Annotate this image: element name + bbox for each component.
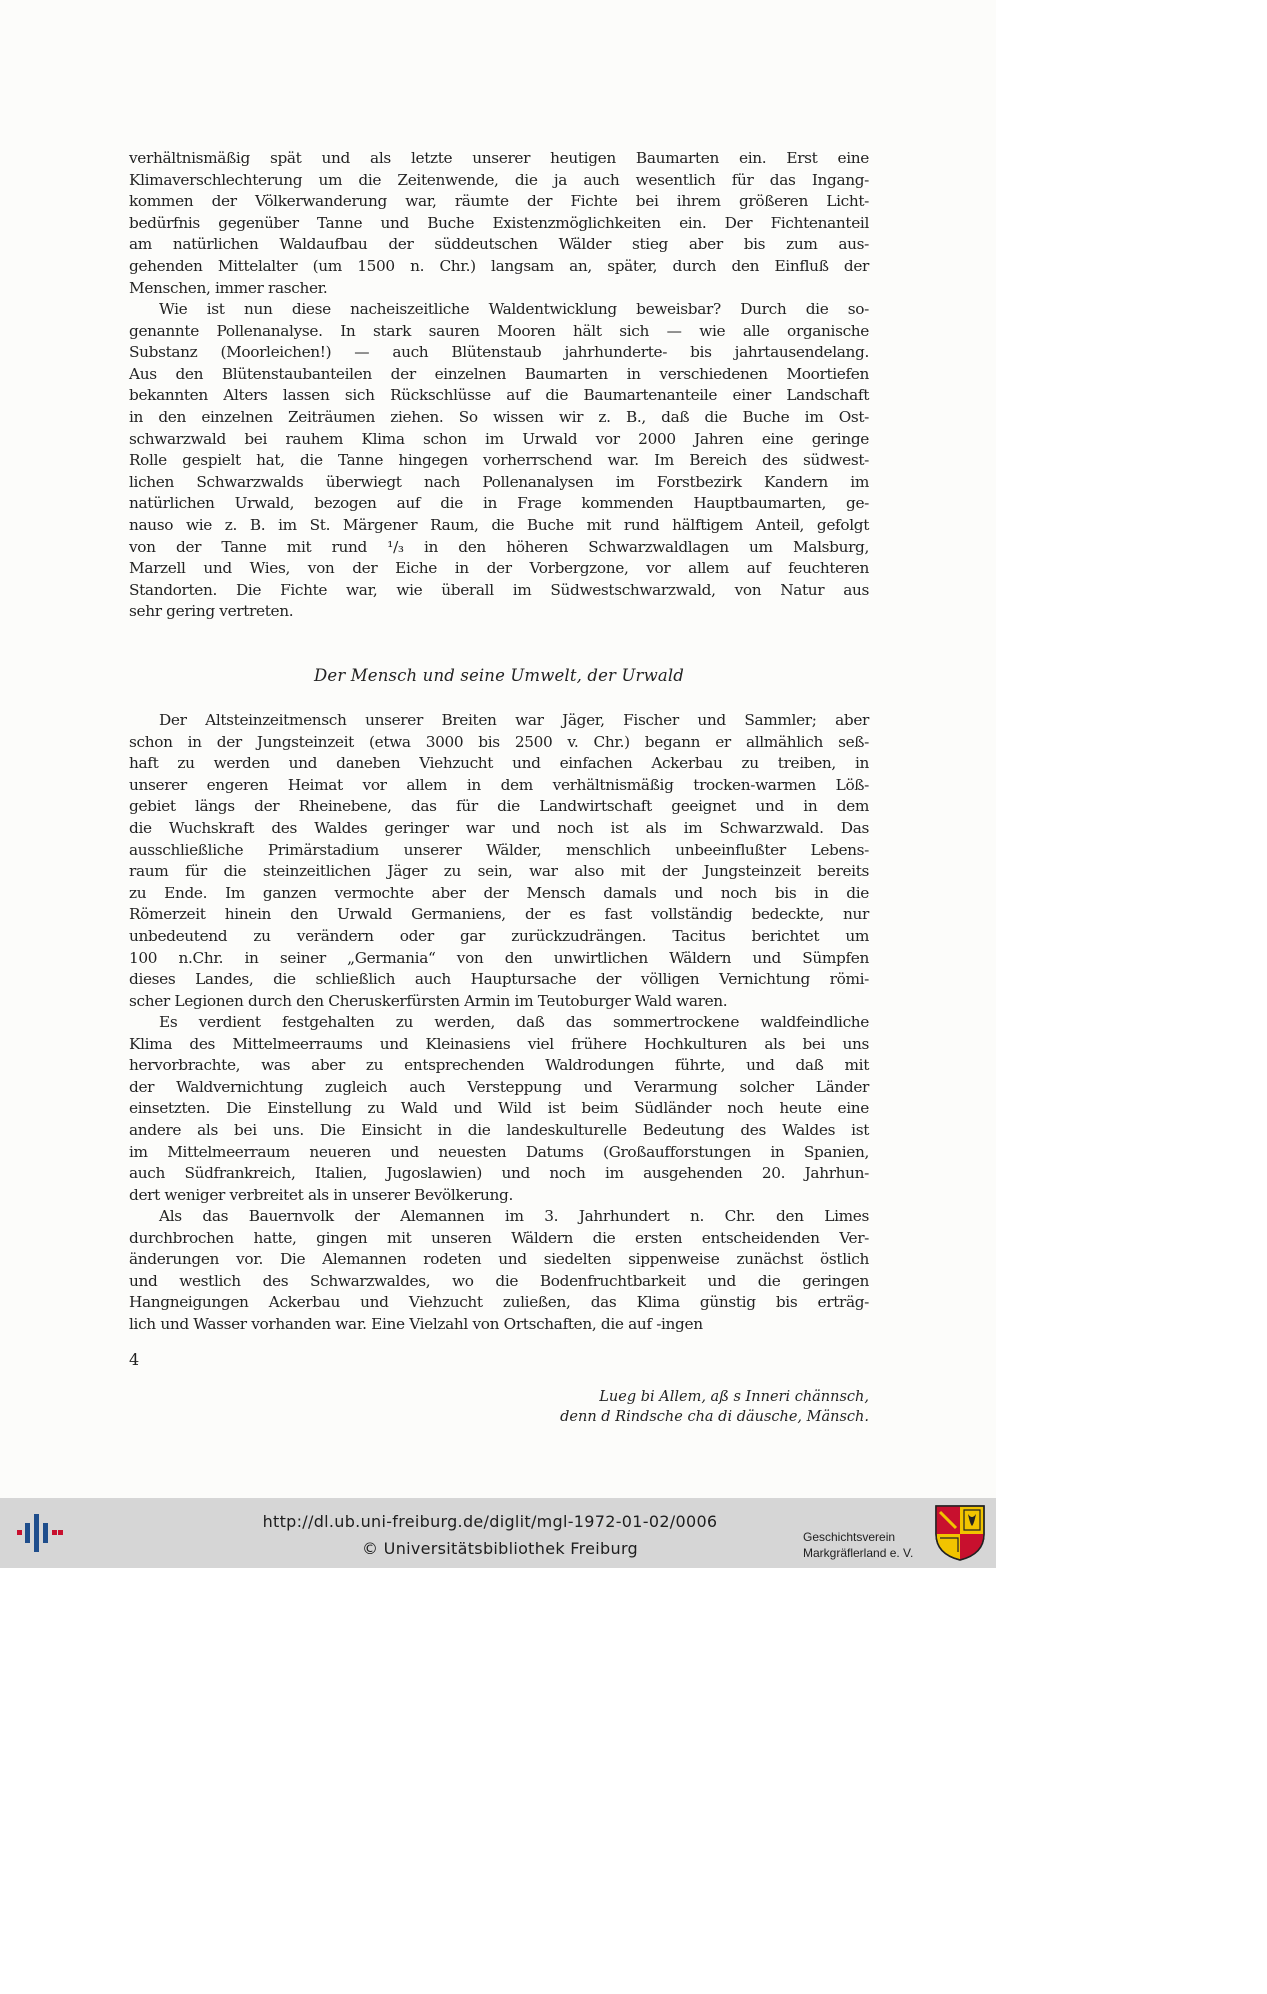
text-line: sehr gering vertreten. [129, 602, 294, 621]
text-line: am natürlichen Waldaufbau der süddeutschen Wälder stieg aber bis zum aus- [129, 235, 869, 254]
text-line: Marzell und Wies, von der Eiche in der Vorbergzone, vor allem auf feuchteren [129, 559, 869, 578]
text-line: Menschen, immer rascher. [129, 278, 328, 297]
text-line: der Waldvernichtung zugleich auch Versteppung und Verarmung solcher Länder [129, 1077, 869, 1096]
text-line: von der Tanne mit rund ¹/₃ in den höheren Schwarzwaldlagen um Malsburg, [129, 537, 869, 556]
text-line: gehenden Mittelalter (um 1500 n. Chr.) langsam an, später, durch den Einfluß der [129, 256, 869, 275]
text-line: gebiet längs der Rheinebene, das für die Landwirtschaft geeignet und in dem [129, 797, 869, 816]
text-line: andere als bei uns. Die Einsicht in die landeskulturelle Bedeutung des Waldes ist [129, 1120, 869, 1139]
paragraph-3 [129, 710, 869, 1012]
text-line: durchbrochen hatte, gingen mit unseren Wäldern die ersten entscheidenden Ver- [129, 1228, 869, 1247]
quote-line-2: denn d Rindsche cha di däusche, Mänsch. [560, 1409, 869, 1425]
text-line: schon in der Jungsteinzeit (etwa 3000 bis 2500 v. Chr.) begann er allmählich seß- [129, 732, 869, 751]
text-line: 100 n.Chr. in seiner „Germania“ von den unwirtlichen Wäldern und Sümpfen [129, 948, 869, 967]
text-line: genannte Pollenanalyse. In stark sauren Mooren hält sich — wie alle organische [129, 321, 869, 340]
text-line: Aus den Blütenstaubanteilen der einzelnen Baumarten in verschiedenen Moortiefen [129, 364, 869, 383]
text-line: Wie ist nun diese nacheiszeitliche Waldentwicklung beweisbar? Durch die so- [159, 300, 869, 318]
text-line: änderungen vor. Die Alemannen rodeten und siedelten sippenweise zunächst östlich [129, 1250, 869, 1269]
footer-copyright: © Universitätsbibliothek Freiburg [362, 1539, 638, 1558]
text-line: Standorten. Die Fichte war, wie überall im Südwestschwarzwald, von Natur aus [129, 580, 869, 599]
text-line: ausschließliche Primärstadium unserer Wälder, menschlich unbeeinflußter Lebens- [129, 840, 869, 859]
text-line: Römerzeit hinein den Urwald Germaniens, der es fast vollständig bedeckte, nur [129, 905, 869, 924]
coat-of-arms-icon[interactable] [934, 1504, 986, 1562]
text-line: dert weniger verbreitet als in unserer Bevölkerung. [129, 1185, 513, 1204]
section-heading: Der Mensch und seine Umwelt, der Urwald [314, 666, 684, 685]
text-line: scher Legionen durch den Cheruskerfürsten Armin im Teutoburger Wald waren. [129, 991, 728, 1010]
text-line: einsetzten. Die Einstellung zu Wald und Wild ist beim Südländer noch heute eine [129, 1099, 869, 1118]
dialect-quote [449, 1387, 869, 1427]
text-line: bekannten Alters lassen sich Rückschlüsse auf die Baumartenanteile einer Landschaft [129, 386, 869, 405]
text-line: hervorbrachte, was aber zu entsprechenden Waldrodungen führte, und daß mit [129, 1056, 869, 1075]
text-line: kommen der Völkerwanderung war, räumte der Fichte bei ihrem größeren Licht- [129, 192, 869, 211]
text-line: unbedeutend zu verändern oder gar zurückzudrängen. Tacitus berichtet um [129, 926, 869, 945]
text-line: haft zu werden und daneben Viehzucht und einfachen Ackerbau zu treiben, in [129, 754, 869, 773]
society-line-1: Geschichtsverein [803, 1530, 896, 1544]
paragraph-1 [129, 148, 869, 299]
paragraph-4 [129, 1012, 869, 1206]
text-line: unserer engeren Heimat vor allem in dem verhältnismäßig trocken-warmen Löß- [129, 775, 869, 794]
text-line: die Wuchskraft des Waldes geringer war und noch ist als im Schwarzwald. Das [129, 818, 869, 837]
text-line: Es verdient festgehalten zu werden, daß das sommertrockene waldfeindliche [159, 1013, 869, 1031]
text-line: schwarzwald bei rauhem Klima schon im Urwald vor 2000 Jahren eine geringe [129, 429, 869, 448]
text-line: Substanz (Moorleichen!) — auch Blütenstaub jahrhunderte- bis jahrtausendelang. [129, 343, 869, 362]
text-line: dieses Landes, die schließlich auch Hauptursache der völligen Vernichtung römi- [129, 970, 869, 989]
text-line: zu Ende. Im ganzen vermochte aber der Mensch damals und noch bis in die [129, 883, 869, 902]
footer-url-link[interactable]: http://dl.ub.uni-freiburg.de/diglit/mgl-1972-01-02/0006 [262, 1512, 718, 1531]
page-number: 4 [129, 1350, 140, 1369]
text-line: Rolle gespielt hat, die Tanne hingegen vorherrschend war. Im Bereich des südwest- [129, 451, 869, 470]
text-line: auch Südfrankreich, Italien, Jugoslawien) und noch im ausgehenden 20. Jahrhun- [129, 1164, 869, 1183]
text-line: Hangneigungen Ackerbau und Viehzucht zuließen, das Klima günstig bis erträg- [129, 1293, 869, 1312]
ub-freiburg-logo-icon[interactable] [16, 1511, 64, 1555]
quote-line-1: Lueg bi Allem, aß s Inneri chännsch, [599, 1389, 869, 1405]
text-line: und westlich des Schwarzwaldes, wo die Bodenfruchtbarkeit und die geringen [129, 1271, 869, 1290]
text-line: Klima des Mittelmeerraums und Kleinasiens viel frühere Hochkulturen als bei uns [129, 1034, 869, 1053]
paragraph-5 [129, 1206, 869, 1336]
society-name [803, 1529, 913, 1561]
text-line: bedürfnis gegenüber Tanne und Buche Existenzmöglichkeiten ein. Der Fichtenanteil [129, 213, 869, 232]
paragraph-2 [129, 299, 869, 623]
text-line: natürlichen Urwald, bezogen auf die in Frage kommenden Hauptbaumarten, ge- [129, 494, 869, 513]
text-line: Als das Bauernvolk der Alemannen im 3. Jahrhundert n. Chr. den Limes [159, 1207, 869, 1225]
text-line: im Mittelmeerraum neueren und neuesten Datums (Großaufforstungen in Spanien, [129, 1142, 869, 1161]
text-line: in den einzelnen Zeiträumen ziehen. So wissen wir z. B., daß die Buche im Ost- [129, 407, 869, 426]
text-line: raum für die steinzeitlichen Jäger zu sein, war also mit der Jungsteinzeit bereits [129, 862, 869, 881]
text-line: nauso wie z. B. im St. Märgener Raum, die Buche mit rund hälftigem Anteil, gefolgt [129, 515, 869, 534]
text-line: lich und Wasser vorhanden war. Eine Vielzahl von Ortschaften, die auf -ingen [129, 1314, 703, 1333]
footer-bar [0, 1498, 996, 1568]
text-line: verhältnismäßig spät und als letzte unserer heutigen Baumarten ein. Erst eine [129, 149, 869, 167]
society-line-2: Markgräflerland e. V. [803, 1546, 914, 1560]
text-line: Der Altsteinzeitmensch unserer Breiten war Jäger, Fischer und Sammler; aber [159, 711, 869, 729]
text-line: Klimaverschlechterung um die Zeitenwende, die ja auch wesentlich für das Ingang- [129, 170, 869, 189]
text-line: lichen Schwarzwalds überwiegt nach Pollenanalysen im Forstbezirk Kandern im [129, 472, 869, 491]
